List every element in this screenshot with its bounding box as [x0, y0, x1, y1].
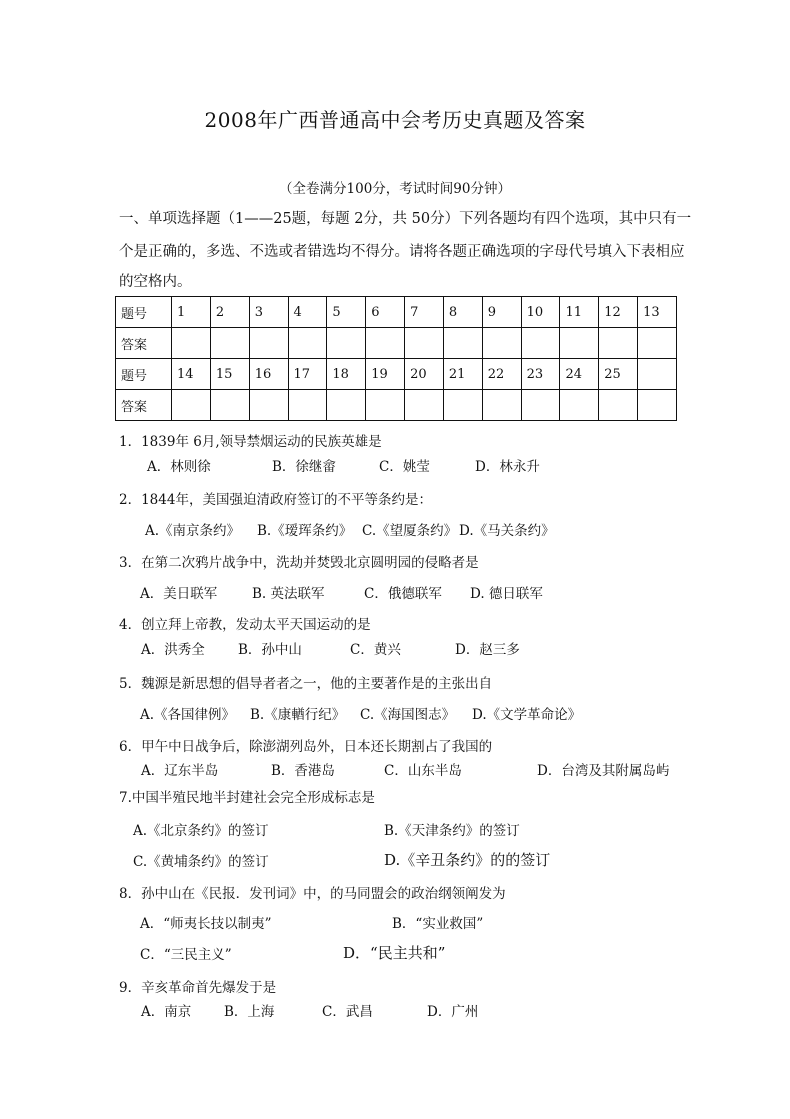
option: D．林永升	[475, 459, 540, 475]
option: A.《南京条约》	[145, 523, 241, 539]
table-cell-number: 4	[288, 297, 327, 328]
section-intro-line-2: 个是正确的，多选、不选或者错选均不得分。请将各题正确选项的字母代号填入下表相应	[119, 244, 685, 260]
answer-cell[interactable]	[366, 390, 405, 421]
answer-cell[interactable]	[327, 328, 366, 359]
table-row-numbers-2	[116, 359, 677, 390]
answer-cell[interactable]	[638, 328, 677, 359]
question-stem: 8．孙中山在《民报．发刊词》中，的马同盟会的政治纲领阐发为	[119, 886, 506, 902]
table-cell-number: 24	[560, 359, 599, 390]
option: A.《北京条约》的签订	[133, 823, 269, 839]
answer-cell[interactable]	[521, 328, 560, 359]
answer-cell[interactable]	[288, 328, 327, 359]
option: C．山东半岛	[384, 763, 462, 779]
table-cell-number: 15	[210, 359, 249, 390]
answer-cell[interactable]	[443, 390, 482, 421]
question-stem: 2．1844年，美国强迫清政府签订的不平等条约是：	[119, 492, 432, 508]
answer-cell[interactable]	[210, 390, 249, 421]
answer-table	[115, 296, 677, 421]
option: B. 英法联军	[252, 586, 325, 602]
question-stem: 4．创立拜上帝教，发动太平天国运动的是	[119, 617, 371, 633]
option: C．黄兴	[350, 642, 401, 658]
table-cell-number	[638, 359, 677, 390]
exam-info: （全卷满分100分，考试时间90分钟）	[279, 181, 511, 197]
answer-cell[interactable]	[366, 328, 405, 359]
option: D.《马关条约》	[459, 523, 555, 539]
row-label-number: 题号	[116, 359, 172, 390]
option: B．上海	[224, 1004, 275, 1020]
answer-cell[interactable]	[521, 390, 560, 421]
answer-cell[interactable]	[288, 390, 327, 421]
table-row-answers-2	[116, 390, 677, 421]
table-cell-number: 20	[405, 359, 444, 390]
question-stem: 6．甲午中日战争后，除澎湖列岛外，日本还长期割占了我国的	[119, 739, 493, 755]
question-stem: 5．魏源是新思想的倡导者者之一，他的主要著作是的主张出自	[119, 676, 493, 692]
answer-cell[interactable]	[599, 390, 638, 421]
option: C.《望厦条约》	[362, 523, 458, 539]
row-label-answer: 答案	[116, 328, 172, 359]
table-cell-number: 11	[560, 297, 599, 328]
table-cell-number: 14	[172, 359, 211, 390]
table-cell-number: 22	[482, 359, 521, 390]
row-label-answer: 答案	[116, 390, 172, 421]
option: A．洪秀全	[141, 642, 205, 658]
table-cell-number: 6	[366, 297, 405, 328]
table-row-numbers-1	[116, 297, 677, 328]
row-label-number: 题号	[116, 297, 172, 328]
answer-cell[interactable]	[172, 328, 211, 359]
section-intro-line-3: 的空格内。	[119, 274, 192, 290]
option: A．林则徐	[147, 459, 211, 475]
option: A.《各国律例》	[140, 707, 236, 723]
option: B.《天津条约》的签订	[384, 823, 520, 839]
answer-cell[interactable]	[482, 328, 521, 359]
option: C.《黄埔条约》的签订	[133, 854, 269, 870]
table-cell-number: 9	[482, 297, 521, 328]
table-cell-number: 13	[638, 297, 677, 328]
option: B．“实业救国”	[392, 916, 484, 932]
table-cell-number: 5	[327, 297, 366, 328]
option: D．赵三多	[455, 642, 520, 658]
answer-cell[interactable]	[172, 390, 211, 421]
answer-cell[interactable]	[560, 328, 599, 359]
answer-cell[interactable]	[482, 390, 521, 421]
answer-cell[interactable]	[249, 328, 288, 359]
option: D．台湾及其附属岛屿	[537, 763, 670, 779]
option: B．孙中山	[238, 642, 302, 658]
answer-cell[interactable]	[443, 328, 482, 359]
option: A．“师夷长技以制夷”	[140, 916, 272, 932]
option: C．俄德联军	[364, 586, 442, 602]
question-stem: 7.中国半殖民地半封建社会完全形成标志是	[119, 790, 375, 806]
table-cell-number: 16	[249, 359, 288, 390]
option: C.《海国图志》	[360, 707, 456, 723]
table-cell-number: 2	[210, 297, 249, 328]
table-cell-number: 3	[249, 297, 288, 328]
section-intro-line-1: 一、单项选择题（1——25题，每题 2分，共 50分）下列各题均有四个选项，其中只有一	[119, 211, 692, 227]
option: D.《辛丑条约》的的签订	[384, 851, 551, 869]
option: D．“民主共和”	[343, 944, 446, 962]
option: D.《文学革命论》	[472, 707, 582, 723]
table-cell-number: 19	[366, 359, 405, 390]
option: B．香港岛	[271, 763, 335, 779]
table-cell-number: 7	[405, 297, 444, 328]
answer-cell[interactable]	[249, 390, 288, 421]
table-cell-number: 12	[599, 297, 638, 328]
table-cell-number: 21	[443, 359, 482, 390]
question-stem: 1．1839年 6月,领导禁烟运动的民族英雄是	[119, 434, 382, 450]
option: A．南京	[141, 1004, 192, 1020]
option: B．徐继畲	[272, 459, 336, 475]
option: C．“三民主义”	[140, 947, 232, 963]
document-title: 2008年广西普通高中会考历史真题及答案	[204, 108, 586, 132]
table-cell-number: 1	[172, 297, 211, 328]
option: D．广州	[427, 1004, 479, 1020]
option: B.《瑷珲条约》	[257, 523, 353, 539]
table-cell-number: 17	[288, 359, 327, 390]
answer-cell[interactable]	[599, 328, 638, 359]
answer-cell[interactable]	[560, 390, 599, 421]
table-row-answers-1	[116, 328, 677, 359]
answer-cell[interactable]	[405, 390, 444, 421]
table-cell-number: 18	[327, 359, 366, 390]
option: C．武昌	[322, 1004, 373, 1020]
table-cell-number: 25	[599, 359, 638, 390]
question-stem: 3．在第二次鸦片战争中，洗劫并焚毁北京圆明园的侵略者是	[119, 555, 479, 571]
option: B.《康輶行纪》	[250, 707, 346, 723]
option: C．姚莹	[379, 459, 430, 475]
option: A．美日联军	[140, 586, 218, 602]
answer-cell[interactable]	[327, 390, 366, 421]
answer-cell[interactable]	[638, 390, 677, 421]
table-cell-number: 10	[521, 297, 560, 328]
option: D. 德日联军	[470, 586, 543, 602]
option: A．辽东半岛	[141, 763, 219, 779]
question-stem: 9．辛亥革命首先爆发于是	[119, 980, 277, 996]
answer-cell[interactable]	[210, 328, 249, 359]
answer-cell[interactable]	[405, 328, 444, 359]
table-cell-number: 23	[521, 359, 560, 390]
table-cell-number: 8	[443, 297, 482, 328]
